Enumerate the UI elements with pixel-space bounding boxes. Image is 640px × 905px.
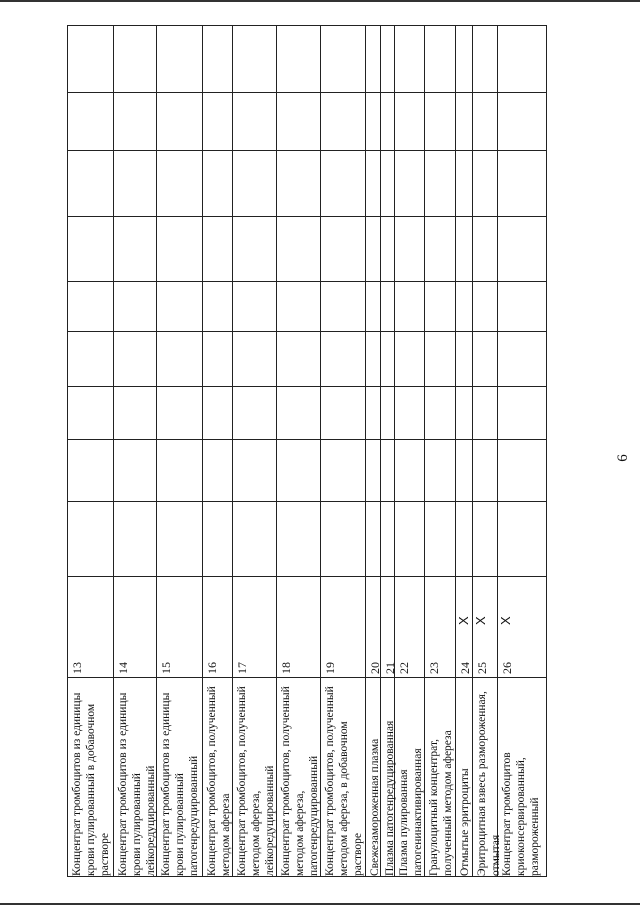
row-divider <box>68 281 546 282</box>
check-mark: X <box>456 616 471 625</box>
row-divider <box>68 92 546 93</box>
row-number: 25 <box>475 662 489 674</box>
row-name: Концентрат тромбоцитов, полученный методом афереза, в добавочном растворе <box>324 686 365 876</box>
row-number: 20 <box>368 662 382 674</box>
row-name: Концентрат тромбоцитов криоконсервированный, размороженный <box>501 752 542 876</box>
row-divider <box>68 150 546 151</box>
row-name: Концентрат тромбоцитов, полученный методом афереза, лейкоредуцированный <box>236 686 277 876</box>
check-mark: X <box>498 616 513 625</box>
scan-edge-top <box>0 0 640 2</box>
row-name: Эритроцитная взвесь размороженная, отмытая <box>476 691 503 876</box>
row-number: 16 <box>205 662 219 674</box>
row-number: 13 <box>70 662 84 674</box>
row-number: 23 <box>427 662 441 674</box>
page-number: 6 <box>615 454 631 462</box>
row-number: 15 <box>159 662 173 674</box>
row-divider <box>68 576 546 577</box>
row-name-cell <box>321 677 366 878</box>
row-number: 14 <box>116 662 130 674</box>
row-divider <box>68 331 546 332</box>
data-table <box>67 25 547 877</box>
row-name: Концентрат тромбоцитов, полученный методом афереза, патогенредуцированный <box>280 686 321 876</box>
row-number: 26 <box>500 662 514 674</box>
row-divider <box>68 216 546 217</box>
row-name-cell <box>381 677 395 878</box>
row-number: 18 <box>279 662 293 674</box>
row-name: Гранулоцитный концентрат, полученный методом афереза <box>428 730 455 876</box>
row-number: 21 <box>383 662 397 674</box>
row-name: Плазма патогенредуцированная <box>384 720 396 876</box>
row-name-cell <box>425 677 456 878</box>
row-name-cell <box>498 677 548 878</box>
row-name-cell <box>395 677 425 878</box>
row-name: Плазма пулированная патогенинактивированная <box>398 748 425 876</box>
row-divider <box>68 439 546 440</box>
row-number: 24 <box>458 662 472 674</box>
row-divider <box>68 386 546 387</box>
row-name: Концентрат тромбоцитов из единицы крови пулированный патогенредуцированный <box>160 692 201 876</box>
row-name-cell <box>366 677 381 878</box>
row-name-cell <box>68 677 114 878</box>
row-number: 19 <box>323 662 337 674</box>
row-name-cell <box>233 677 277 878</box>
row-number: 17 <box>235 662 249 674</box>
row-name: Свежезамороженная плазма <box>369 738 381 876</box>
check-mark: X <box>473 616 488 625</box>
row-number: 22 <box>397 662 411 674</box>
row-name-cell <box>277 677 321 878</box>
row-name-cell <box>114 677 157 878</box>
row-divider <box>68 501 546 502</box>
row-name: Концентрат тромбоцитов из единицы крови пулированный в добавочном растворе <box>71 692 112 876</box>
row-name-cell <box>473 677 503 878</box>
row-name: Отмытые эритроциты <box>459 768 471 876</box>
row-name: Концентрат тромбоцитов, полученный методом афереза <box>206 686 233 876</box>
row-name-cell <box>456 677 473 878</box>
row-name-cell <box>157 677 203 878</box>
row-name-cell <box>203 677 233 878</box>
row-name: Концентрат тромбоцитов из единицы крови пулированный лейкоредуцированный <box>117 692 158 876</box>
